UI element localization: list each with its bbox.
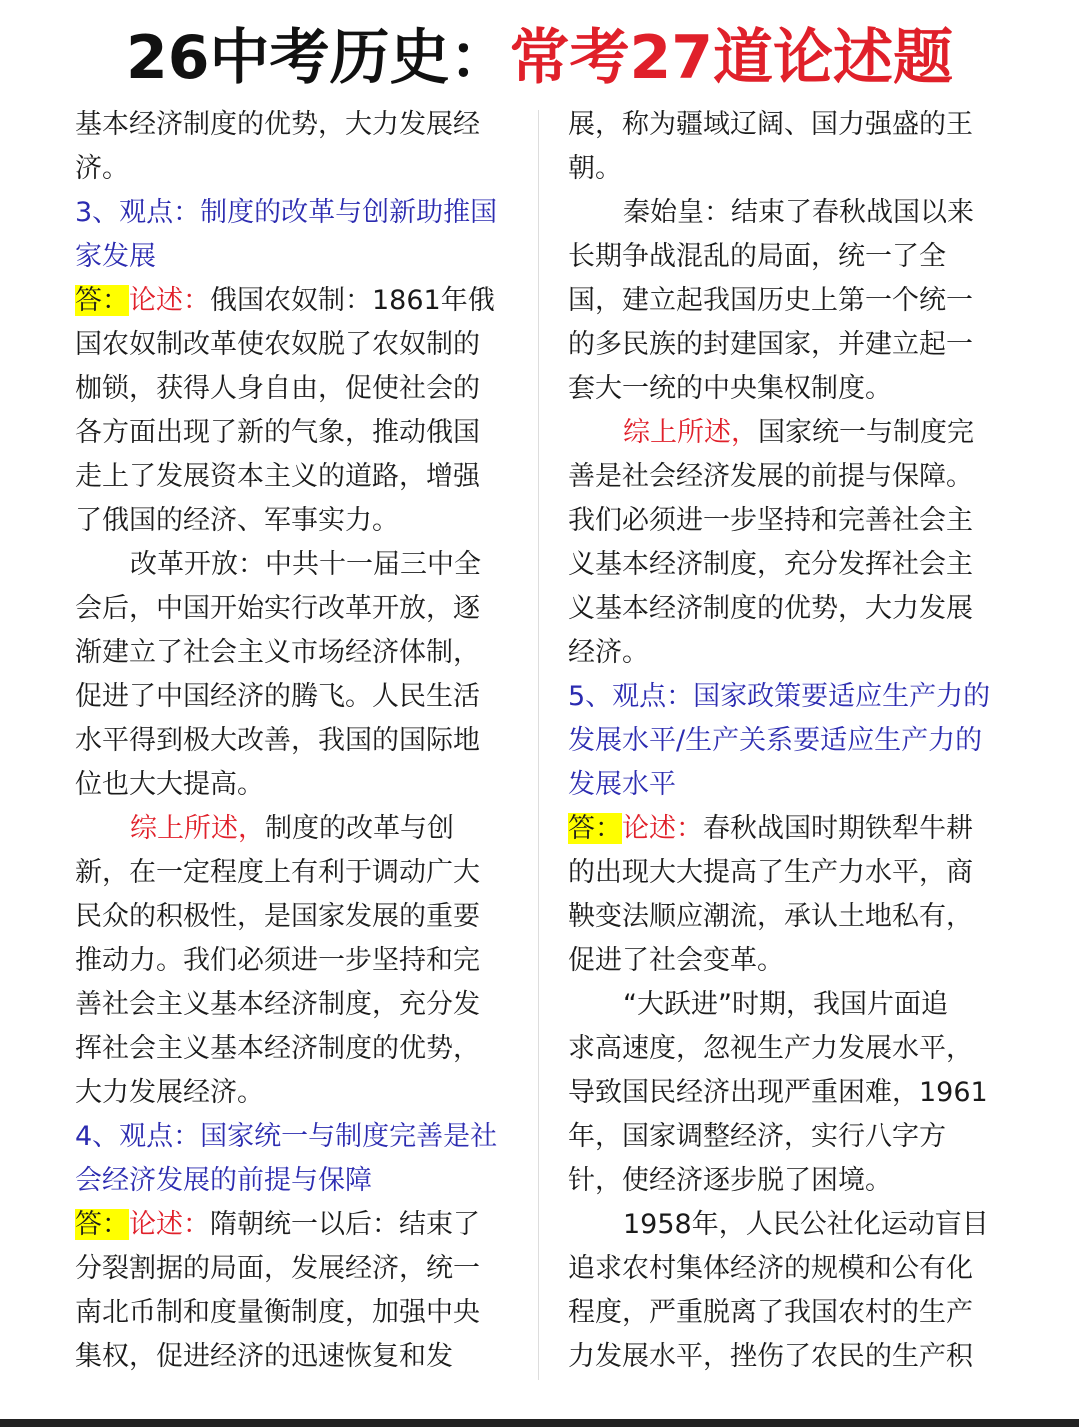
text-line: 针，使经济逐步脱了困境。 (568, 1165, 892, 1196)
viewpoint-5-heading-cont: 发展水平/生产关系要适应生产力的 (568, 725, 983, 756)
text-line: 鞅变法顺应潮流，承认土地私有， (568, 901, 973, 932)
text-line: 的出现大大提高了生产力水平，商 (568, 857, 973, 888)
text-line: 朝。 (568, 153, 622, 184)
text-line: 经济。 (568, 637, 649, 668)
title-highlight: 常考27道论述题 (509, 23, 953, 93)
text-line: 促进了中国经济的腾飞。人民生活 (75, 681, 480, 712)
text-line: “大跃进”时期，我国片面追 (623, 989, 948, 1020)
text-line: 追求农村集体经济的规模和公有化 (568, 1253, 973, 1284)
text-line: 国农奴制改革使农奴脱了农奴制的 (75, 329, 480, 360)
summary-label: 综上所述， (623, 417, 758, 448)
bottom-rule (0, 1419, 1079, 1427)
answer-4-line (75, 1203, 515, 1247)
text-line: 秦始皇：结束了春秋战国以来 (623, 197, 974, 228)
viewpoint-3-heading: 3、观点：制度的改革与创新助推国 (75, 197, 498, 228)
right-column (568, 103, 1008, 1379)
text-line: 力发展水平，挫伤了农民的生产积 (568, 1341, 973, 1372)
text-line: 位也大大提高。 (75, 769, 264, 800)
column-divider (538, 110, 539, 1380)
text-line: 长期争战混乱的局面，统一了全 (568, 241, 946, 272)
text-line: 套大一统的中央集权制度。 (568, 373, 892, 404)
text-line: 集权，促进经济的迅速恢复和发 (75, 1341, 453, 1372)
text-line: 展，称为疆域辽阔、国力强盛的王 (568, 109, 973, 140)
viewpoint-4-heading-cont: 会经济发展的前提与保障 (75, 1165, 372, 1196)
text-line: 年，国家调整经济，实行八字方 (568, 1121, 946, 1152)
text-line: 促进了社会变革。 (568, 945, 784, 976)
summary-line (75, 807, 515, 851)
text-line: 善是社会经济发展的前提与保障。 (568, 461, 973, 492)
text-line: 渐建立了社会主义市场经济体制， (75, 637, 480, 668)
left-column (75, 103, 515, 1379)
text-line: 挥社会主义基本经济制度的优势， (75, 1033, 480, 1064)
text-line: 推动力。我们必须进一步坚持和完 (75, 945, 480, 976)
text-line: 基本经济制度的优势，大力发展经 (75, 109, 480, 140)
answer-5-line (568, 807, 1008, 851)
answer-text: 春秋战国时期铁犁牛耕 (703, 813, 973, 844)
text-line: 求高速度，忽视生产力发展水平， (568, 1033, 973, 1064)
title-prefix: 26中考历史： (126, 23, 510, 93)
text-line: 的多民族的封建国家，并建立起一 (568, 329, 973, 360)
argument-label: 论述： (129, 1209, 210, 1240)
argument-label: 论述： (129, 285, 210, 316)
summary-label: 综上所述， (130, 813, 265, 844)
text-line: 义基本经济制度，充分发挥社会主 (568, 549, 973, 580)
text-line: 程度，严重脱离了我国农村的生产 (568, 1297, 973, 1328)
text-line: 新，在一定程度上有利于调动广大 (75, 857, 480, 888)
summary-line (568, 411, 1008, 455)
text-line: 大力发展经济。 (75, 1077, 264, 1108)
summary-text: 国家统一与制度完 (758, 417, 974, 448)
summary-text: 制度的改革与创 (265, 813, 454, 844)
text-line: 南北币制和度量衡制度，加强中央 (75, 1297, 480, 1328)
text-line: 会后，中国开始实行改革开放，逐 (75, 593, 480, 624)
argument-label: 论述： (622, 813, 703, 844)
answer-label: 答： (568, 813, 622, 844)
text-line: 导致国民经济出现严重困难，1961 (568, 1077, 988, 1108)
page-title (0, 18, 1079, 98)
text-line: 各方面出现了新的气象，推动俄国 (75, 417, 480, 448)
text-line: 善社会主义基本经济制度，充分发 (75, 989, 480, 1020)
text-line: 1958年，人民公社化运动盲目 (623, 1209, 989, 1240)
text-line: 民众的积极性，是国家发展的重要 (75, 901, 480, 932)
answer-label: 答： (75, 1209, 129, 1240)
text-line: 分裂割据的局面，发展经济，统一 (75, 1253, 480, 1284)
text-line: 枷锁，获得人身自由，促使社会的 (75, 373, 480, 404)
viewpoint-5-heading: 5、观点：国家政策要适应生产力的 (568, 681, 991, 712)
text-line: 改革开放：中共十一届三中全 (130, 549, 481, 580)
text-line: 国，建立起我国历史上第一个统一 (568, 285, 973, 316)
text-line: 我们必须进一步坚持和完善社会主 (568, 505, 973, 536)
viewpoint-3-heading-cont: 家发展 (75, 241, 156, 272)
viewpoint-5-heading-cont: 发展水平 (568, 769, 676, 800)
text-line: 走上了发展资本主义的道路，增强 (75, 461, 480, 492)
text-line: 水平得到极大改善，我国的国际地 (75, 725, 480, 756)
text-line: 济。 (75, 153, 129, 184)
answer-label: 答： (75, 285, 129, 316)
text-line: 义基本经济制度的优势，大力发展 (568, 593, 973, 624)
answer-3-line (75, 279, 515, 323)
text-line: 了俄国的经济、军事实力。 (75, 505, 399, 536)
viewpoint-4-heading: 4、观点：国家统一与制度完善是社 (75, 1121, 498, 1152)
answer-text: 隋朝统一以后：结束了 (210, 1209, 480, 1240)
answer-text: 俄国农奴制：1861年俄 (210, 285, 495, 316)
